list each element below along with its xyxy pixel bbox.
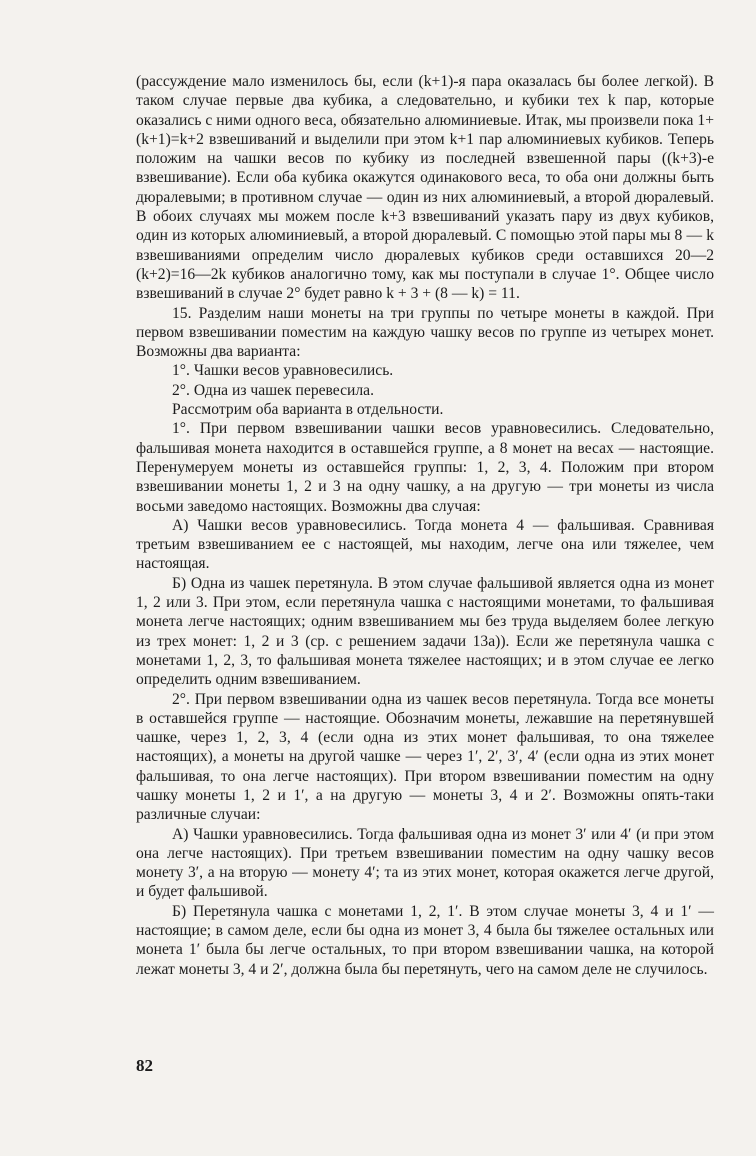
- paragraph: 2°. Одна из чашек перевесила.: [172, 381, 374, 399]
- paragraph: Б) Одна из чашек перетянула. В этом случае фальшивой является одна из монет 1, 2 или 3. При этом, если перетянула чашка с настоящими монетами, то фальшивая монета легче настоящих; одним взвешиванием мы без труда выделяем более легкую из трех монет: 1, 2 и 3 (ср. с решением задачи 13а)). Если же перетянула чашка с монетами 1, 2, 3, то фальшивая монета тяжелее настоящих; и в этом случае ее легко определить одним взвешиванием.: [136, 574, 714, 689]
- paragraph: Рассмотрим оба варианта в отдельности.: [172, 401, 444, 419]
- page-text: [136, 72, 714, 979]
- paragraph: Б) Перетянула чашка с монетами 1, 2, 1′. В этом случае монеты 3, 4 и 1′ — настоящие; в самом деле, если бы одна из монет 3, 4 была бы тяжелее остальных или монета 1′ была бы легче остальных, то при втором взвешивании чашка, на которой лежат монеты 3, 4 и 2′, должна была бы перетянуть, чего на самом деле не случилось.: [136, 902, 714, 978]
- paragraph: 2°. При первом взвешивании одна из чашек весов перетянула. Тогда все монеты в оставшейся группе — настоящие. Обозначим монеты, лежавшие на перетянувшей чашке, через 1, 2, 3, 4 (если одна из этих монет фальшивая, то она тяжелее настоящих), а монеты на другой чашке — через 1′, 2′, 3′, 4′ (если одна из этих монет фальшивая, то она легче настоящих). При втором взвешивании поместим на одну чашку монеты 1, 2 и 1′, а на другую — монеты 3, 4 и 2′. Возможны опять-таки различные случаи:: [136, 690, 714, 824]
- paragraph: А) Чашки весов уравновесились. Тогда монета 4 — фальшивая. Сравнивая третьим взвешиванием ее с настоящей, мы находим, легче она или тяжелее, чем настоящая.: [136, 516, 714, 573]
- page-number: 82: [136, 1056, 153, 1075]
- paragraph: (рассуждение мало изменилось бы, если (k+1)-я пара оказалась бы более легкой). В таком случае первые два кубика, а следовательно, и кубики тех k пар, которые оказались с ними одного веса, обязательно алюминиевые. Итак, мы произвели пока 1+(k+1)=k+2 взвешиваний и выделили при этом k+1 пар алюминиевых кубиков. Теперь положим на чашки весов по кубику из последней взвешенной пары ((k+3)-е взвешивание). Если оба кубика окажутся одинакового веса, то оба они должны быть дюралевыми; в противном случае — один из них алюминиевый, а второй дюралевый. В обоих случаях мы можем после k+3 взвешиваний указать пару из двух кубиков, один из которых алюминиевый, а второй дюралевый. С помощью этой пары мы 8 — k взвешиваниями определим число дюралевых кубиков среди оставшихся 20—2 (k+2)=16—2k кубиков аналогично тому, как мы поступали в случае 1°. Общее число взвешиваний в случае 2° будет равно k + 3 + (8 — k) = 11.: [136, 73, 714, 303]
- paragraph: 1°. При первом взвешивании чашки весов уравновесились. Следовательно, фальшивая монета находится в оставшейся группе, а 8 монет на весах — настоящие. Перенумеруем монеты из оставшейся группы: 1, 2, 3, 4. Положим при втором взвешивании монеты 1, 2 и 3 на одну чашку, а на другую — три монеты из числа восьми заведомо настоящих. Возможны два случая:: [136, 420, 714, 515]
- paragraph: 1°. Чашки весов уравновесились.: [172, 362, 394, 380]
- paragraph: А) Чашки уравновесились. Тогда фальшивая одна из монет 3′ или 4′ (и при этом она легче настоящих). При третьем взвешивании поместим на одну чашку весов монету 3′, а на вторую — монету 4′; та из этих монет, которая окажется легче другой, и будет фальшивой.: [136, 825, 714, 901]
- paragraph: 15. Разделим наши монеты на три группы по четыре монеты в каждой. При первом взвешивании поместим на каждую чашку весов по группе из четырех монет. Возможны два варианта:: [136, 304, 714, 361]
